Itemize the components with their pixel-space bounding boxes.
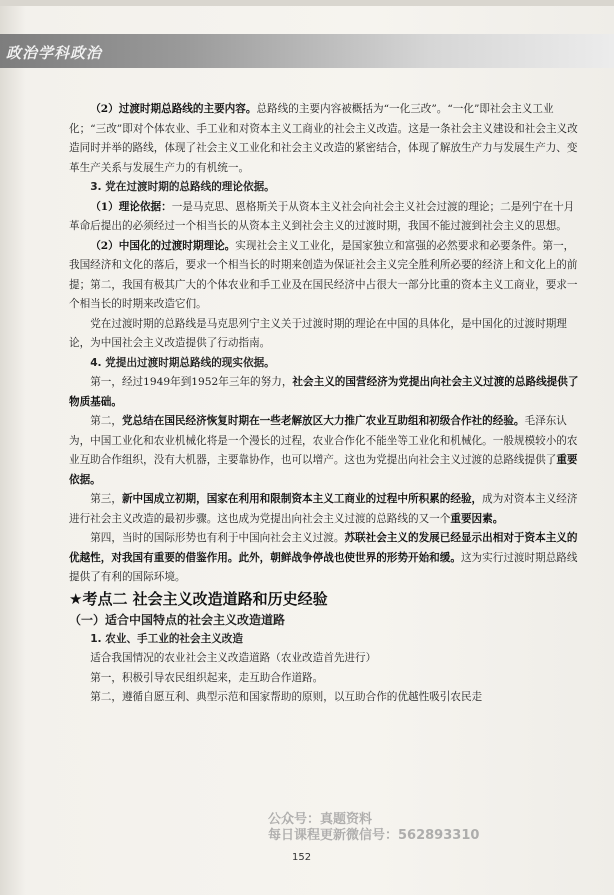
subheading: 3. 党在过渡时期的总路线的理论依据。 — [90, 181, 275, 193]
paragraph: 党在过渡时期的总路线是马克思列宁主义关于过渡时期的理论在中国的具体化，是中国化的过渡时期理论，为中国社会主义改造提供了行动指南。 — [69, 317, 567, 349]
paragraph-emphasis: 重要依据。 — [69, 454, 578, 486]
watermark-line: 每日课程更新微信号：562893310 — [268, 828, 480, 843]
watermark-line: 公众号：真题资料 — [268, 812, 373, 827]
paragraph — [69, 412, 581, 490]
paragraph-text: 总路线的主要内容被概括为“一化三改”。“一化”即社会主义工业化；“三改”即对个体农业、手工业和对资本主义工商业的社会主义改造。这是一条社会主义建设和社会主义改造同时并举的路线，体现了社会主义工业化和社会主义改造的紧密结合，体现了解放生产力与发展生产力、变革生产关系与发展生产力的有机统一。 — [69, 103, 578, 174]
section-heading: ★考点二 社会主义改造道路和历史经验 — [69, 589, 328, 608]
paragraph-text: 这为实行过渡时期总路线提供了有利的国际环境。 — [69, 551, 578, 583]
paragraph-lead: （1）理论依据： — [90, 200, 172, 213]
top-edge — [0, 0, 614, 6]
paragraph-text: 第三， — [90, 493, 122, 505]
paragraph-emphasis: 苏联社会主义的发展已经显示出相对于资本主义的优越性，对我国有重要的借鉴作用。此外，朝鲜战争停战也使世界的形势开始和缓。 — [69, 532, 578, 564]
subheading: 4. 党提出过渡时期总路线的现实依据。 — [90, 356, 275, 369]
paragraph — [69, 100, 581, 178]
paragraph-text: 成为对资本主义经济进行社会主义改造的最初步骤。这也成为党提出向社会主义过渡的总路线的又一个 — [69, 493, 578, 525]
paragraph: 第二，遵循自愿互利、典型示范和国家帮助的原则，以互助合作的优越性吸引农民走 — [90, 691, 483, 703]
paragraph-text: 第一，经过1949年到1952年三年的努力， — [90, 376, 293, 388]
paragraph-emphasis: 党总结在国民经济恢复时期在一些老解放区大力推广农业互助组和初级合作社的经验。 — [121, 415, 525, 427]
paragraph: 适合我国情况的农业社会主义改造道路（农业改造首先进行） — [90, 652, 377, 664]
page-number: 152 — [292, 852, 312, 863]
paragraph — [69, 237, 581, 315]
paragraph-lead: （2）过渡时期总路线的主要内容。 — [90, 103, 257, 115]
paragraph-text: 实现社会主义工业化，是国家独立和富强的必然要求和必要条件。第一，我国经济和文化的落后，要求一个相当长的时期来创造为保证社会主义完全胜利所必要的经济上和文化上的前提；第二，我国有极其广大的个体农业和手工业及在国民经济中占很大一部分比重的资本主义工商业，要求一个相当长的时期来改造它们。 — [69, 239, 578, 310]
paragraph — [69, 373, 581, 412]
paragraph — [69, 529, 581, 588]
paragraph-text: 一是马克思、恩格斯关于从资本主义社会向社会主义社会过渡的理论；二是列宁在十月革命后提出的必须经过一个相当长的从资本主义到社会主义的过渡时期，我国不能过渡到社会主义的思想。 — [69, 200, 575, 232]
body-text — [69, 100, 581, 708]
watermark — [268, 812, 479, 844]
paragraph-text: 第二， — [90, 415, 122, 427]
paragraph: 第一，积极引导农民组织起来，走互助合作道路。 — [90, 671, 324, 684]
running-title: 政治学科政治 — [6, 44, 103, 62]
subheading: 1. 农业、手工业的社会主义改造 — [90, 632, 243, 645]
paragraph-emphasis: 社会主义的国营经济为党提出向社会主义过渡的总路线提供了物质基础。 — [69, 376, 579, 408]
paragraph-emphasis: 新中国成立初期，国家在利用和限制资本主义工商业的过程中所积累的经验， — [121, 493, 483, 505]
paragraph — [69, 198, 581, 237]
paragraph-lead: （2）中国化的过渡时期理论。 — [90, 239, 236, 252]
paragraph-text: 第四，当时的国际形势也有利于中国向社会主义过渡。 — [90, 532, 345, 544]
paragraph-emphasis: 重要因素。 — [450, 512, 504, 525]
section-subheading: （一）适合中国特点的社会主义改造道路 — [69, 612, 286, 627]
paragraph-text: 毛泽东认为，中国工业化和农业机械化将是一个漫长的过程，农业合作化不能坐等工业化和机械化。一般规模较小的农业互助合作组织，没有大机器，主要靠协作，也可以增产。这也为党提出向社会主义过渡的总路线提供了 — [69, 415, 578, 466]
paragraph — [69, 490, 581, 529]
